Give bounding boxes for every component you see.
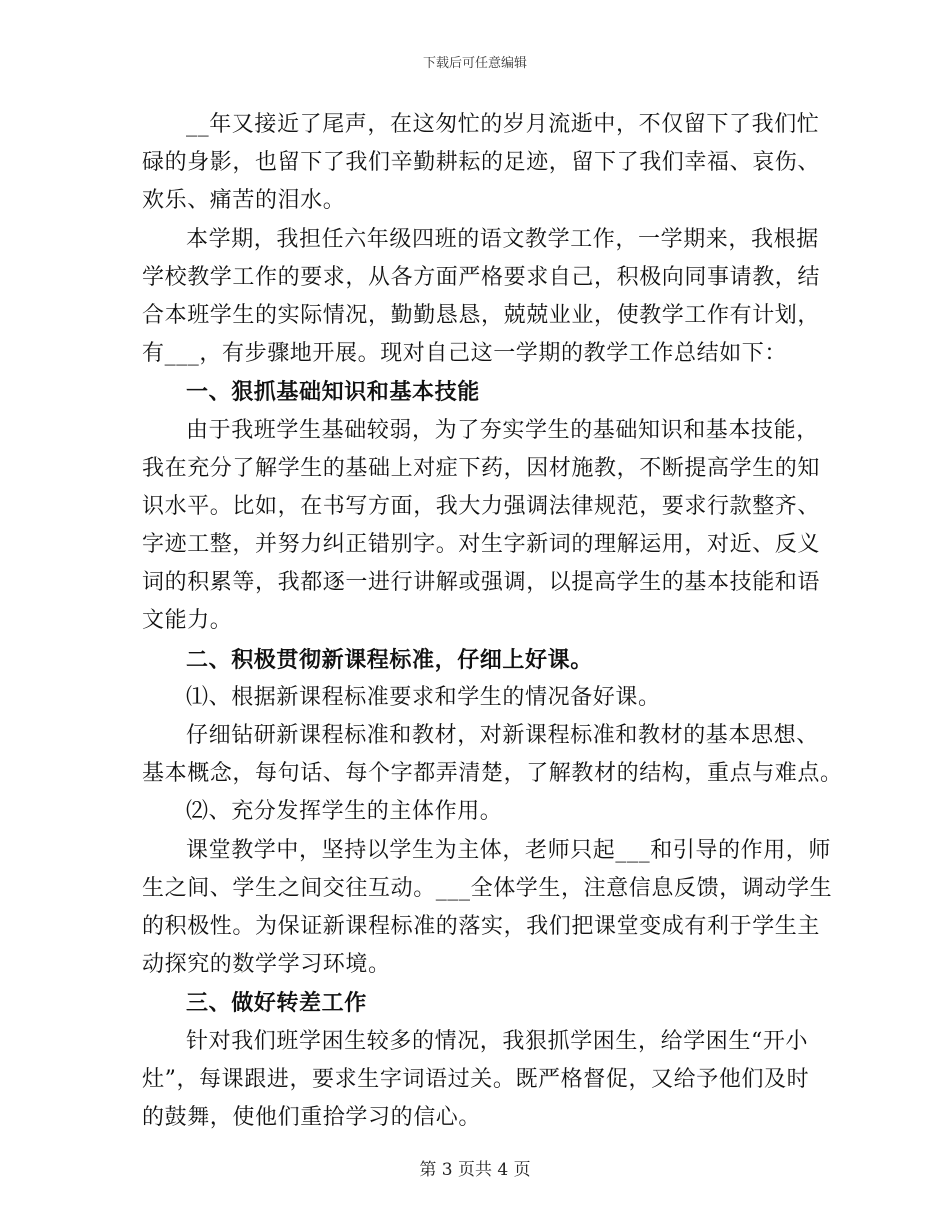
text-line: 灶”，每课跟进，要求生字词语过关。既严格督促，又给予他们及时	[142, 1066, 810, 1092]
text-line: 词的积累等，我都逐一进行讲解或强调，以提高学生的基本技能和语	[142, 570, 821, 596]
text-line: 动探究的数学学习环境。	[142, 952, 391, 978]
text-line: 学校教学工作的要求，从各方面严格要求自己，积极向同事请教，结	[142, 264, 821, 290]
document-body	[142, 106, 843, 1137]
text-line: 我在充分了解学生的基础上对症下药，因材施教，不断提高学生的知	[142, 455, 821, 481]
text-line: 课堂教学中，坚持以学生为主体，老师只起___和引导的作用，师	[186, 837, 832, 863]
section-heading: 一、狠抓基础知识和基本技能	[186, 379, 480, 406]
page-header: 下载后可任意编辑	[422, 56, 527, 71]
text-line: 基本概念，每句话、每个字都弄清楚，了解教材的结构，重点与难点。	[142, 761, 843, 787]
text-line: 由于我班学生基础较弱，为了夯实学生的基础知识和基本技能，	[186, 417, 819, 443]
text-line: 识水平。比如，在书写方面，我大力强调法律规范，要求行款整齐、	[142, 493, 821, 519]
text-line: 欢乐、痛苦的泪水。	[142, 188, 346, 214]
text-line: 有___，有步骤地开展。现对自己这一学期的教学工作总结如下：	[142, 341, 788, 367]
section-heading: 二、积极贯彻新课程标准，仔细上好课。	[186, 646, 593, 673]
text-line: 文能力。	[142, 608, 233, 634]
text-line: 生之间、学生之间交往互动。___全体学生，注意信息反馈，调动学生	[142, 875, 833, 901]
text-line: 的鼓舞，使他们重拾学习的信心。	[142, 1104, 482, 1130]
text-line: 针对我们班学困生较多的情况，我狠抓学困生，给学困生“开小	[186, 1028, 809, 1054]
text-line: 碌的身影，也留下了我们辛勤耕耘的足迹，留下了我们幸福、哀伤、	[142, 150, 821, 176]
text-line: 字迹工整，并努力纠正错别字。对生字新词的理解运用，对近、反义	[142, 532, 821, 558]
text-line: 本学期，我担任六年级四班的语文教学工作，一学期来，我根据	[186, 226, 819, 252]
text-line: 合本班学生的实际情况，勤勤恳恳，兢兢业业，使教学工作有计划，	[142, 302, 821, 328]
page-footer: 第 3 页共 4 页	[419, 1160, 531, 1180]
text-line: __年又接近了尾声，在这匆忙的岁月流逝中，不仅留下了我们忙	[186, 112, 820, 137]
text-line: 仔细钻研新课程标准和教材，对新课程标准和教材的基本思想、	[186, 723, 819, 748]
text-line: 的积极性。为保证新课程标准的落实，我们把课堂变成有利于学生主	[142, 913, 821, 939]
text-line: ⑴、根据新课程标准要求和学生的情况备好课。	[186, 684, 661, 710]
text-line: ⑵、充分发挥学生的主体作用。	[186, 799, 503, 825]
section-heading: 三、做好转差工作	[186, 990, 367, 1017]
